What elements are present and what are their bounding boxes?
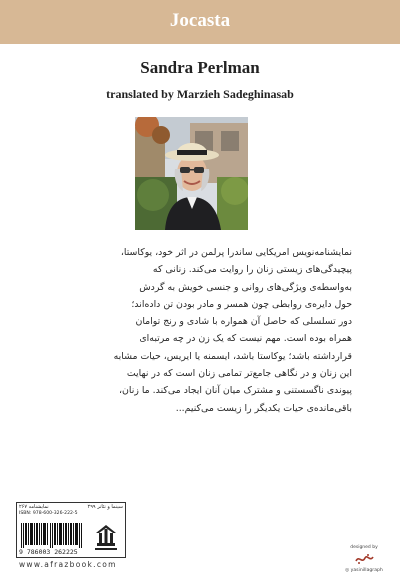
book-title: Jocasta [169,10,231,31]
barcode-icon [21,523,83,548]
author-name: Sandra Perlman [140,58,260,77]
series-left: سینما و تئاتر ۲۹۹ [87,504,123,510]
designer-handle [334,568,394,573]
isbn-number: ISBN: 978-600-326-222-5 [19,511,78,516]
title-band [0,0,400,44]
designer-handle-text: yasinillagraph [350,568,383,573]
translator-credit: translated by Marzieh Sadeghinasab [106,87,294,101]
designer-label: designed by [350,545,378,550]
series-info [19,504,123,516]
blurb-line: همراه بوده است. مهم نیست که یک زن در چه مرتبه‌ای [139,333,352,345]
blurb-line: این زنان و در نگاهی جامع‌تر تمامی زنان است که در نهایت [126,368,352,380]
isbn-barcode-box [16,502,126,558]
blurb-line: باقی‌مانده‌ی حیات یکدیگر را زیست می‌کنیم... [175,402,352,414]
blurb-line: دور تسلسلی که حاصل آن همواره با شادی و رنج توامان [135,316,352,328]
author-photo [135,117,248,230]
blurb-line: به‌واسطه‌ی ویژگی‌های روانی و جنسی خویش به گردش [139,281,352,293]
blurb-line: نمایشنامه‌نویس امریکایی ساندرا پرلمن در اثر خود، یوکاستا، [120,247,352,258]
publisher-website: www.afrazbook.com [19,560,117,569]
barcode-digits: 9 786003 262225 [19,548,78,556]
blurb-line: پیچیدگی‌های زیستی زنان را روایت می‌کند. زنانی که [152,264,352,276]
description-text [56,244,352,417]
series-row [19,504,123,510]
series-right: نمایشنامه ۲۶۷ [19,504,49,510]
designer-logo-icon [353,552,375,566]
instagram-icon: ◎ [345,568,351,573]
blurb-line: حول دایره‌ی روابطی چون همسر و مادر بودن تن داده‌اند؛ [131,298,352,310]
publisher-logo-icon [91,523,121,553]
blurb-line: قرارداشته باشد؛ یوکاستا باشد، ایسمنه یا ایریس، حیات مشابه [113,350,352,362]
blurb-line: پیوندی ناگسستنی و مشترک میان آنان ایجاد می‌کند. ما زنان، [118,385,352,397]
